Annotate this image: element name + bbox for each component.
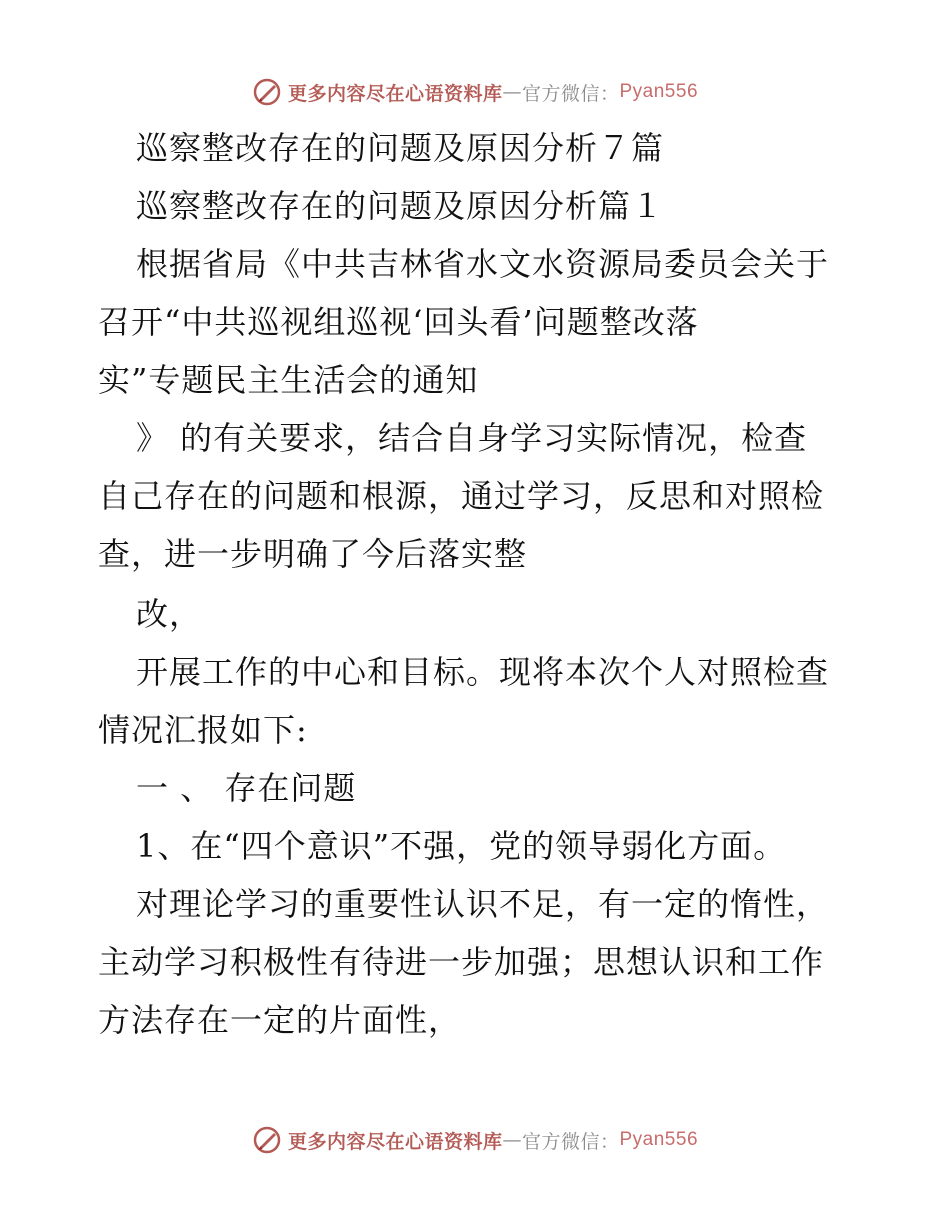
paragraph-line: 查，进一步明确了今后落实整 bbox=[98, 535, 528, 573]
watermark-label: 官方微信： bbox=[521, 1130, 620, 1153]
watermark-separator: — bbox=[502, 81, 522, 103]
section-heading: 一 、 存在问题 bbox=[136, 769, 357, 807]
paragraph-line: 根据省局《中共吉林省水文水资源局委员会关于 bbox=[136, 245, 830, 283]
paragraph-line: 自己存在的问题和根源，通过学习，反思和对照检 bbox=[98, 477, 825, 515]
paragraph-line: 主动学习积极性有待进一步加强；思想认识和工作 bbox=[98, 943, 825, 981]
watermark-account: Pyan556 bbox=[619, 1129, 699, 1150]
watermark-main-text: 更多内容尽在心语资料库 bbox=[287, 1130, 503, 1153]
paragraph-line: 开展工作的中心和目标。现将本次个人对照检查 bbox=[136, 653, 830, 691]
paragraph-line: 实”专题民主生活会的通知 bbox=[98, 361, 479, 399]
quill-logo-icon bbox=[252, 1125, 282, 1155]
paragraph-line: 对理论学习的重要性认识不足，有一定的惰性， bbox=[136, 885, 830, 923]
quill-logo-icon bbox=[252, 77, 282, 107]
header-watermark bbox=[0, 72, 950, 112]
paragraph-line: 》 的有关要求，结合自身学习实际情况，检查 bbox=[136, 419, 808, 457]
footer-watermark bbox=[0, 1120, 950, 1160]
paragraph-line: 情况汇报如下: bbox=[98, 711, 308, 749]
paragraph-line: 方法存在一定的片面性， bbox=[98, 1001, 462, 1039]
watermark-label: 官方微信： bbox=[521, 82, 620, 105]
section-title: 巡察整改存在的问题及原因分析篇１ bbox=[136, 187, 665, 225]
document-title: 巡察整改存在的问题及原因分析７篇 bbox=[136, 129, 665, 167]
watermark-separator: — bbox=[502, 1129, 522, 1151]
watermark-main-text: 更多内容尽在心语资料库 bbox=[287, 82, 503, 105]
watermark-account: Pyan556 bbox=[619, 81, 699, 102]
paragraph-line: 改， bbox=[136, 595, 203, 633]
paragraph-line: 召开“中共巡视组巡视‘回头看’问题整改落 bbox=[98, 303, 699, 341]
subsection-heading: 1、在“四个意识”不强，党的领导弱化方面。 bbox=[136, 827, 787, 865]
